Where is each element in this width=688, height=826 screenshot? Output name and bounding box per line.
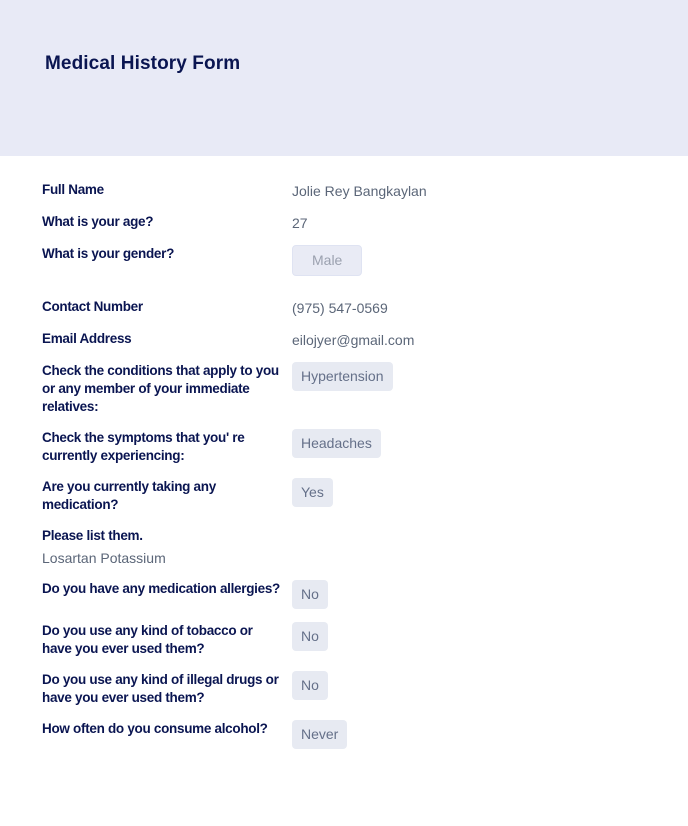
form-header (0, 0, 688, 156)
medication-allergies-value-cell (292, 580, 648, 609)
field-row-medication-allergies (42, 580, 648, 609)
taking-medication-value-cell (292, 478, 648, 507)
contact-number-value: (975) 547-0569 (292, 300, 388, 316)
symptoms-selected-button[interactable]: Headaches (292, 429, 381, 458)
medication-allergies-label: Do you have any medication allergies? (42, 581, 280, 596)
alcohol-frequency-selected-button[interactable]: Never (292, 720, 347, 749)
field-row-symptoms (42, 429, 648, 465)
conditions-selected-button[interactable]: Hypertension (292, 362, 393, 391)
field-row-illegal-drugs-use (42, 671, 648, 707)
field-row-age (42, 213, 648, 232)
full-name-label: Full Name (42, 182, 104, 197)
taking-medication-label: Are you currently taking any medication? (42, 479, 216, 512)
tobacco-use-label: Do you use any kind of tobacco or have you ever used them? (42, 623, 253, 656)
illegal-drugs-use-value-cell (292, 671, 648, 700)
conditions-value-cell (292, 362, 648, 391)
field-row-contact-number (42, 298, 648, 317)
tobacco-use-value-cell (292, 622, 648, 651)
gender-selected-button[interactable]: Male (292, 245, 362, 276)
age-label: What is your age? (42, 214, 154, 229)
field-row-taking-medication (42, 478, 648, 514)
field-row-conditions (42, 362, 648, 416)
gender-label: What is your gender? (42, 246, 175, 261)
medication-allergies-selected-button[interactable]: No (292, 580, 328, 609)
field-row-medication-list (42, 527, 648, 567)
field-row-full-name (42, 181, 648, 200)
tobacco-use-selected-button[interactable]: No (292, 622, 328, 651)
symptoms-label: Check the symptoms that you' re currently experiencing: (42, 430, 245, 463)
field-row-gender (42, 245, 648, 276)
medication-list-label: Please list them. (42, 528, 143, 543)
alcohol-frequency-value-cell (292, 720, 648, 749)
illegal-drugs-use-label: Do you use any kind of illegal drugs or have you ever used them? (42, 672, 279, 705)
field-row-email-address (42, 330, 648, 349)
alcohol-frequency-label: How often do you consume alcohol? (42, 721, 268, 736)
email-address-value: eilojyer@gmail.com (292, 332, 415, 348)
illegal-drugs-use-selected-button[interactable]: No (292, 671, 328, 700)
full-name-value: Jolie Rey Bangkaylan (292, 183, 427, 199)
email-address-label: Email Address (42, 331, 132, 346)
symptoms-value-cell (292, 429, 648, 458)
gender-value-cell (292, 245, 648, 276)
field-row-alcohol-frequency (42, 720, 648, 749)
age-value: 27 (292, 215, 308, 231)
page-title: Medical History Form (45, 53, 241, 74)
conditions-label: Check the conditions that apply to you or any member of your immediate relatives: (42, 363, 279, 414)
medication-list-value: Losartan Potassium (42, 550, 166, 566)
contact-number-label: Contact Number (42, 299, 143, 314)
field-row-tobacco-use (42, 622, 648, 658)
form-body (0, 156, 688, 749)
taking-medication-selected-button[interactable]: Yes (292, 478, 333, 507)
